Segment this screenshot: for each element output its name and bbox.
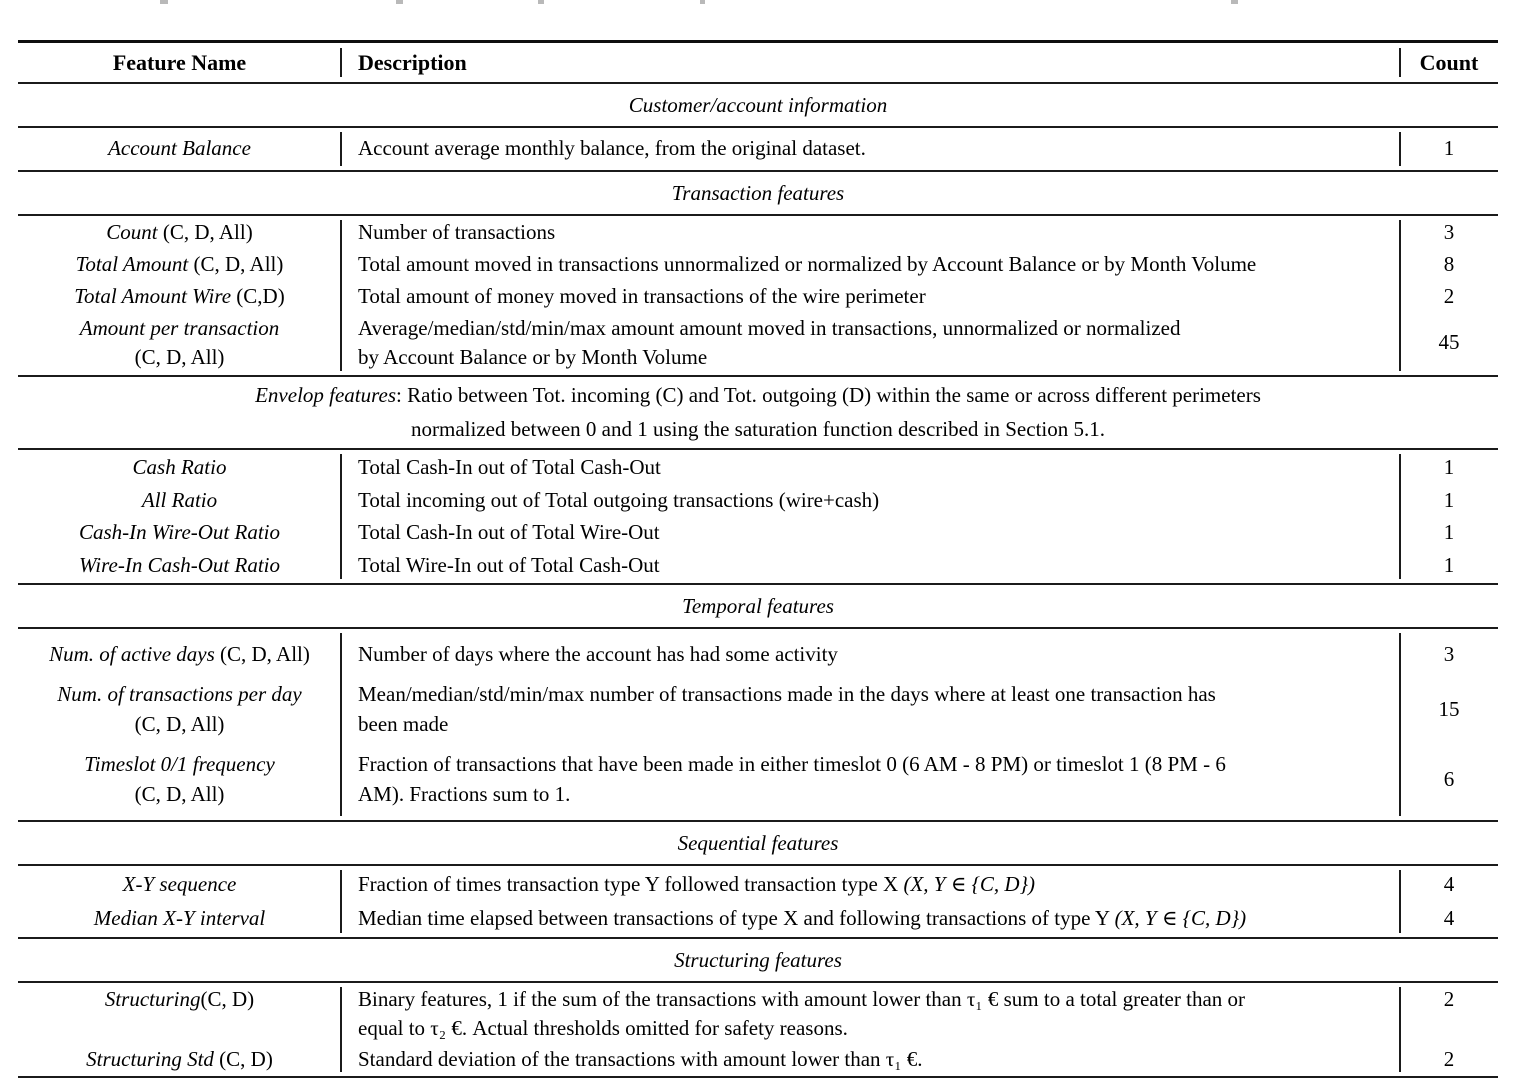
feature-desc-text: Median time elapsed between transactions of type X and following transactions of type Y xyxy=(358,905,1115,930)
feature-name-suffix: (C,D) xyxy=(231,283,285,308)
column-divider xyxy=(1399,870,1401,933)
feature-name: Structuring xyxy=(104,986,201,1011)
feature-desc: Total Wire-In out of Total Cash-Out xyxy=(358,552,660,577)
feature-name: Wire-In Cash-Out Ratio xyxy=(78,552,281,577)
col-header-description: Description xyxy=(358,49,467,75)
cropped-caption-fragment xyxy=(700,0,705,4)
table-row xyxy=(18,750,1498,809)
feature-name-cell xyxy=(18,551,341,581)
cropped-caption-fragment xyxy=(1231,0,1238,4)
feature-name-cell xyxy=(18,985,341,1015)
feature-desc-line1: Fraction of transactions that have been made in either timeslot 0 (6 AM - 8 PM) or timeslot 1 (8 PM - 6 xyxy=(358,752,1226,777)
feature-name: Num. of active days xyxy=(49,641,215,666)
feature-count: 3 xyxy=(1443,641,1455,666)
feature-name: Total Amount Wire xyxy=(74,283,232,308)
feature-name-cell xyxy=(18,453,341,483)
cropped-caption-fragment xyxy=(396,0,403,4)
column-divider xyxy=(1399,633,1401,816)
table-row xyxy=(18,870,1498,900)
feature-count: 3 xyxy=(1443,220,1455,245)
feature-desc: Total amount of money moved in transactions of the wire perimeter xyxy=(358,283,926,308)
feature-count: 1 xyxy=(1443,136,1455,161)
feature-desc xyxy=(341,904,1400,934)
column-divider xyxy=(1399,48,1401,77)
feature-count: 1 xyxy=(1443,455,1455,479)
column-divider xyxy=(1399,220,1401,371)
feature-name-cell xyxy=(18,518,341,548)
table-row xyxy=(18,904,1498,934)
feature-name-cell xyxy=(18,680,341,739)
feature-name-cell xyxy=(18,314,341,373)
feature-name: Median X-Y interval xyxy=(93,905,266,930)
table-row xyxy=(18,314,1498,373)
feature-count: 4 xyxy=(1443,872,1455,896)
feature-desc-math: (X, Y ∈ {C, D}) xyxy=(903,872,1035,896)
feature-name-cell xyxy=(18,282,341,312)
feature-name-suffix: (C, D, All) xyxy=(214,641,310,666)
feature-desc: Total incoming out of Total outgoing transactions (wire+cash) xyxy=(358,487,880,512)
column-divider xyxy=(1399,454,1401,579)
feature-desc-text: Fraction of times transaction type Y followed transaction type X xyxy=(358,872,904,896)
col-header-feature-name: Feature Name xyxy=(112,49,247,75)
table-row xyxy=(18,518,1498,548)
table-row xyxy=(18,453,1498,483)
feature-name: Amount per transaction xyxy=(79,315,280,340)
feature-count: 2 xyxy=(1443,986,1455,1011)
column-divider xyxy=(340,987,342,1072)
section-title: Sequential features xyxy=(677,830,839,855)
feature-name-suffix: (C, D, All) xyxy=(134,711,225,736)
table-row xyxy=(18,486,1498,516)
row-group-structuring xyxy=(18,983,1498,1076)
row-group-envelop xyxy=(18,450,1498,583)
column-divider xyxy=(340,48,342,77)
envelop-note-line1 xyxy=(18,381,1498,411)
section-title: Temporal features xyxy=(682,593,834,618)
feature-desc-line1: Binary features, 1 if the sum of the transactions with amount lower than τ₁ € sum to a total greater than or xyxy=(358,986,1246,1011)
column-divider xyxy=(340,454,342,579)
table-row xyxy=(18,218,1498,248)
table-row xyxy=(18,640,1498,670)
envelop-note-rest: : Ratio between Tot. incoming (C) and Tot. outgoing (D) within the same or across different perimeters xyxy=(396,383,1261,407)
table-row xyxy=(18,134,1498,164)
feature-desc xyxy=(341,314,1400,373)
feature-name: X-Y sequence xyxy=(122,872,237,896)
feature-name: Count xyxy=(106,220,158,245)
feature-desc: Account average monthly balance, from the original dataset. xyxy=(358,136,866,161)
feature-desc-line2: been made xyxy=(358,711,449,736)
section-title: Structuring features xyxy=(674,947,842,972)
col-header-count: Count xyxy=(1419,49,1479,75)
table-row xyxy=(18,551,1498,581)
feature-name-cell xyxy=(18,1045,341,1075)
row-group-transaction xyxy=(18,216,1498,375)
feature-name: Account Balance xyxy=(108,136,251,161)
feature-name: Cash-In Wire-Out Ratio xyxy=(78,520,281,544)
row-group-sequential xyxy=(18,866,1498,937)
feature-count: 2 xyxy=(1443,283,1455,308)
feature-desc-line1: Average/median/std/min/max amount amount moved in transactions, unnormalized or normalized xyxy=(358,315,1181,340)
feature-count: 1 xyxy=(1443,487,1455,512)
table-header-row xyxy=(18,43,1498,82)
feature-name-cell xyxy=(18,904,341,934)
table-row xyxy=(18,1045,1498,1075)
feature-name-suffix: (C, D, All) xyxy=(188,252,284,277)
feature-desc: Total Cash-In out of Total Wire-Out xyxy=(358,520,660,544)
column-divider xyxy=(340,870,342,933)
feature-desc: Total Cash-In out of Total Cash-Out xyxy=(358,455,661,479)
feature-desc xyxy=(341,750,1400,809)
section-title: Customer/account information xyxy=(628,92,888,117)
section-header-structuring xyxy=(18,939,1498,981)
table-row xyxy=(18,985,1498,1044)
feature-desc xyxy=(341,680,1400,739)
feature-count: 6 xyxy=(1443,766,1455,791)
feature-name: Total Amount xyxy=(75,252,189,277)
feature-count: 2 xyxy=(1443,1047,1455,1071)
cropped-caption-fragment xyxy=(538,0,544,4)
feature-count: 8 xyxy=(1443,252,1455,277)
feature-desc xyxy=(341,870,1400,900)
section-header-envelop xyxy=(18,377,1498,448)
feature-desc-line1: Mean/median/std/min/max number of transactions made in the days where at least one transaction has xyxy=(358,682,1216,707)
row-group-temporal xyxy=(18,629,1498,820)
feature-name-cell xyxy=(18,134,341,164)
feature-name: Structuring Std xyxy=(86,1047,214,1071)
column-divider xyxy=(340,132,342,166)
table-row xyxy=(18,282,1498,312)
feature-desc: Standard deviation of the transactions with amount lower than τ₁ €. xyxy=(358,1047,923,1071)
feature-name-cell xyxy=(18,250,341,280)
cropped-caption-fragment xyxy=(160,0,168,4)
column-divider xyxy=(1399,987,1401,1072)
feature-desc: Number of transactions xyxy=(358,220,556,245)
feature-desc: Total amount moved in transactions unnormalized or normalized by Account Balance or by Month Volume xyxy=(358,252,1257,277)
feature-count: 4 xyxy=(1443,905,1455,930)
feature-name: All Ratio xyxy=(141,487,218,512)
feature-count: 1 xyxy=(1443,552,1455,577)
table-row xyxy=(18,250,1498,280)
column-divider xyxy=(340,633,342,816)
feature-count: 45 xyxy=(1438,330,1460,355)
feature-desc-line2: equal to τ₂ €. Actual thresholds omitted for safety reasons. xyxy=(358,1016,848,1040)
feature-name-cell xyxy=(18,486,341,516)
section-header-customer xyxy=(18,84,1498,126)
feature-name: Timeslot 0/1 frequency xyxy=(84,752,275,777)
section-header-temporal xyxy=(18,585,1498,627)
feature-desc: Number of days where the account has had some activity xyxy=(358,641,838,666)
feature-name-cell xyxy=(18,218,341,248)
feature-name-suffix: (C, D, All) xyxy=(134,781,225,806)
row-group-customer xyxy=(18,128,1498,170)
table-row xyxy=(18,680,1498,739)
feature-name-suffix: (C, D) xyxy=(213,1047,273,1071)
feature-desc-line2: AM). Fractions sum to 1. xyxy=(358,781,571,806)
feature-desc-math: (X, Y ∈ {C, D}) xyxy=(1114,905,1247,930)
feature-name: Cash Ratio xyxy=(132,455,227,479)
section-header-sequential xyxy=(18,822,1498,864)
feature-name-suffix: (C, D, All) xyxy=(157,220,253,245)
feature-name-suffix: (C, D, All) xyxy=(134,345,225,370)
feature-count: 1 xyxy=(1443,520,1455,544)
feature-name-cell xyxy=(18,750,341,809)
feature-name-cell xyxy=(18,870,341,900)
column-divider xyxy=(1399,132,1401,166)
envelop-note-title: Envelop features xyxy=(255,383,397,407)
feature-name: Num. of transactions per day xyxy=(57,682,302,707)
section-title: Transaction features xyxy=(671,180,845,205)
feature-desc xyxy=(341,985,1400,1044)
table-bottom-rule xyxy=(18,1076,1498,1078)
section-header-transaction xyxy=(18,172,1498,214)
feature-desc-line2: by Account Balance or by Month Volume xyxy=(358,345,708,370)
feature-count: 15 xyxy=(1438,697,1460,721)
envelop-note-line2: normalized between 0 and 1 using the saturation function described in Section 5.1. xyxy=(411,416,1105,441)
feature-name-cell xyxy=(18,640,341,670)
column-divider xyxy=(340,220,342,371)
feature-name-suffix: (C, D) xyxy=(200,986,255,1011)
features-table xyxy=(18,40,1498,1078)
